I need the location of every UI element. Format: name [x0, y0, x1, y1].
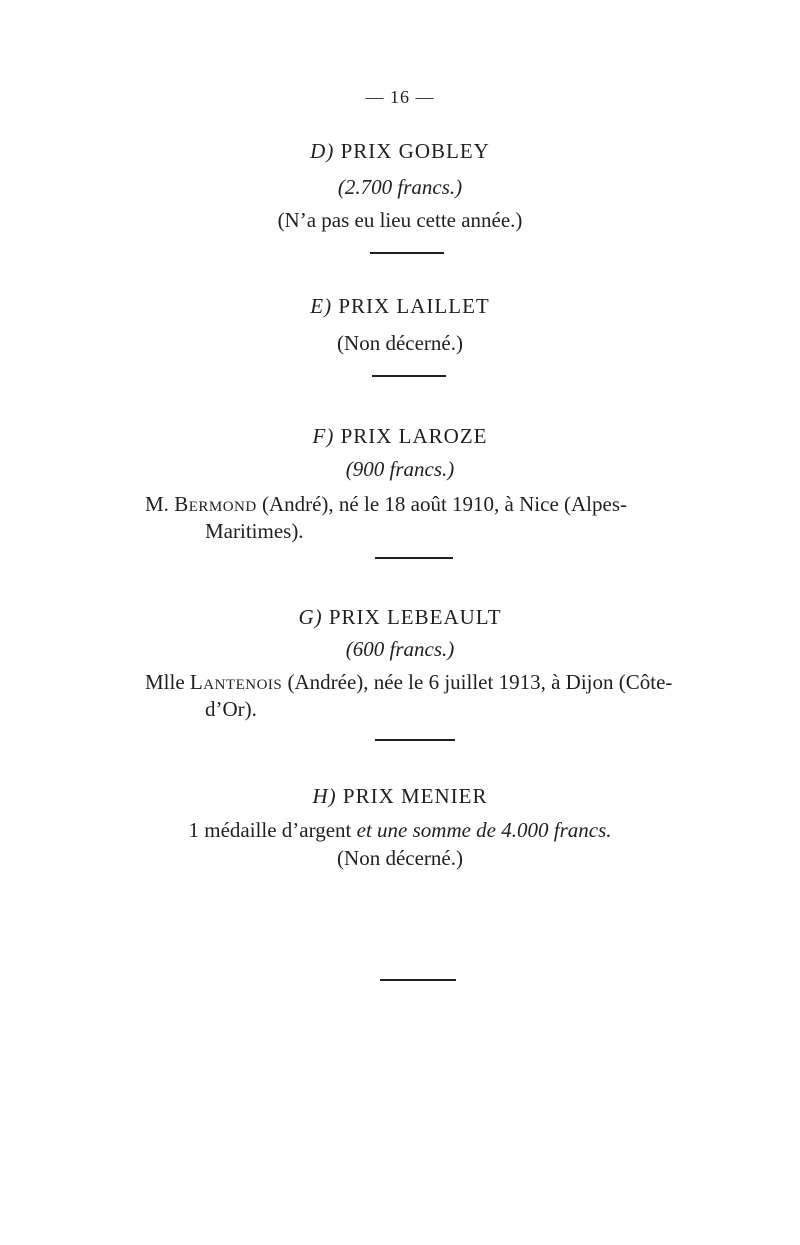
section-g-winner [145, 668, 705, 696]
section-d-title: PRIX GOBLEY [340, 139, 490, 163]
section-d-label: D) [310, 139, 335, 163]
section-divider [375, 557, 453, 559]
section-f-heading [0, 423, 800, 449]
closing-rule [380, 979, 456, 981]
section-g-label: G) [298, 605, 323, 629]
section-e-heading [0, 293, 800, 319]
section-h-heading [0, 783, 800, 809]
section-g-winner-details: (Andrée), née le 6 juillet 1913, à Dijon (Côte- [287, 670, 673, 694]
section-d-note: (N’a pas eu lieu cette année.) [277, 208, 523, 232]
section-g-amount: (600 francs.) [345, 637, 455, 661]
section-divider [372, 375, 446, 377]
section-f-winner-surname: Bermond [174, 492, 257, 516]
section-h-award-amount: et une somme de 4.000 francs. [356, 818, 612, 842]
section-h-award [0, 817, 800, 843]
section-f-label: F) [312, 424, 335, 448]
section-f-winner-details: (André), né le 18 août 1910, à Nice (Alpes- [261, 492, 627, 516]
section-g-heading [0, 604, 800, 630]
section-divider [375, 739, 455, 741]
section-divider [370, 252, 444, 254]
section-e-note: (Non décerné.) [337, 331, 463, 355]
section-d-amount: (2.700 francs.) [337, 175, 463, 199]
section-h-note: (Non décerné.) [337, 846, 463, 870]
section-f-winner-prefix: M. [145, 492, 169, 516]
section-d-heading [0, 138, 800, 164]
section-f-winner-continuation: Maritimes). [205, 519, 304, 543]
page-number: — 16 — [365, 87, 435, 107]
section-e-title: PRIX LAILLET [338, 294, 490, 318]
section-g-winner-continuation: d’Or). [205, 697, 257, 721]
section-g-title: PRIX LEBEAULT [328, 605, 502, 629]
section-g-winner-surname: Lantenois [189, 670, 283, 694]
section-h-award-text: 1 médaille d’argent [188, 818, 352, 842]
section-f-title: PRIX LAROZE [340, 424, 488, 448]
section-g-winner-prefix: Mlle [145, 670, 185, 694]
section-f-winner [145, 490, 705, 518]
section-h-title: PRIX MENIER [342, 784, 488, 808]
section-f-amount: (900 francs.) [345, 457, 455, 481]
section-h-label: H) [312, 784, 337, 808]
section-e-label: E) [310, 294, 333, 318]
